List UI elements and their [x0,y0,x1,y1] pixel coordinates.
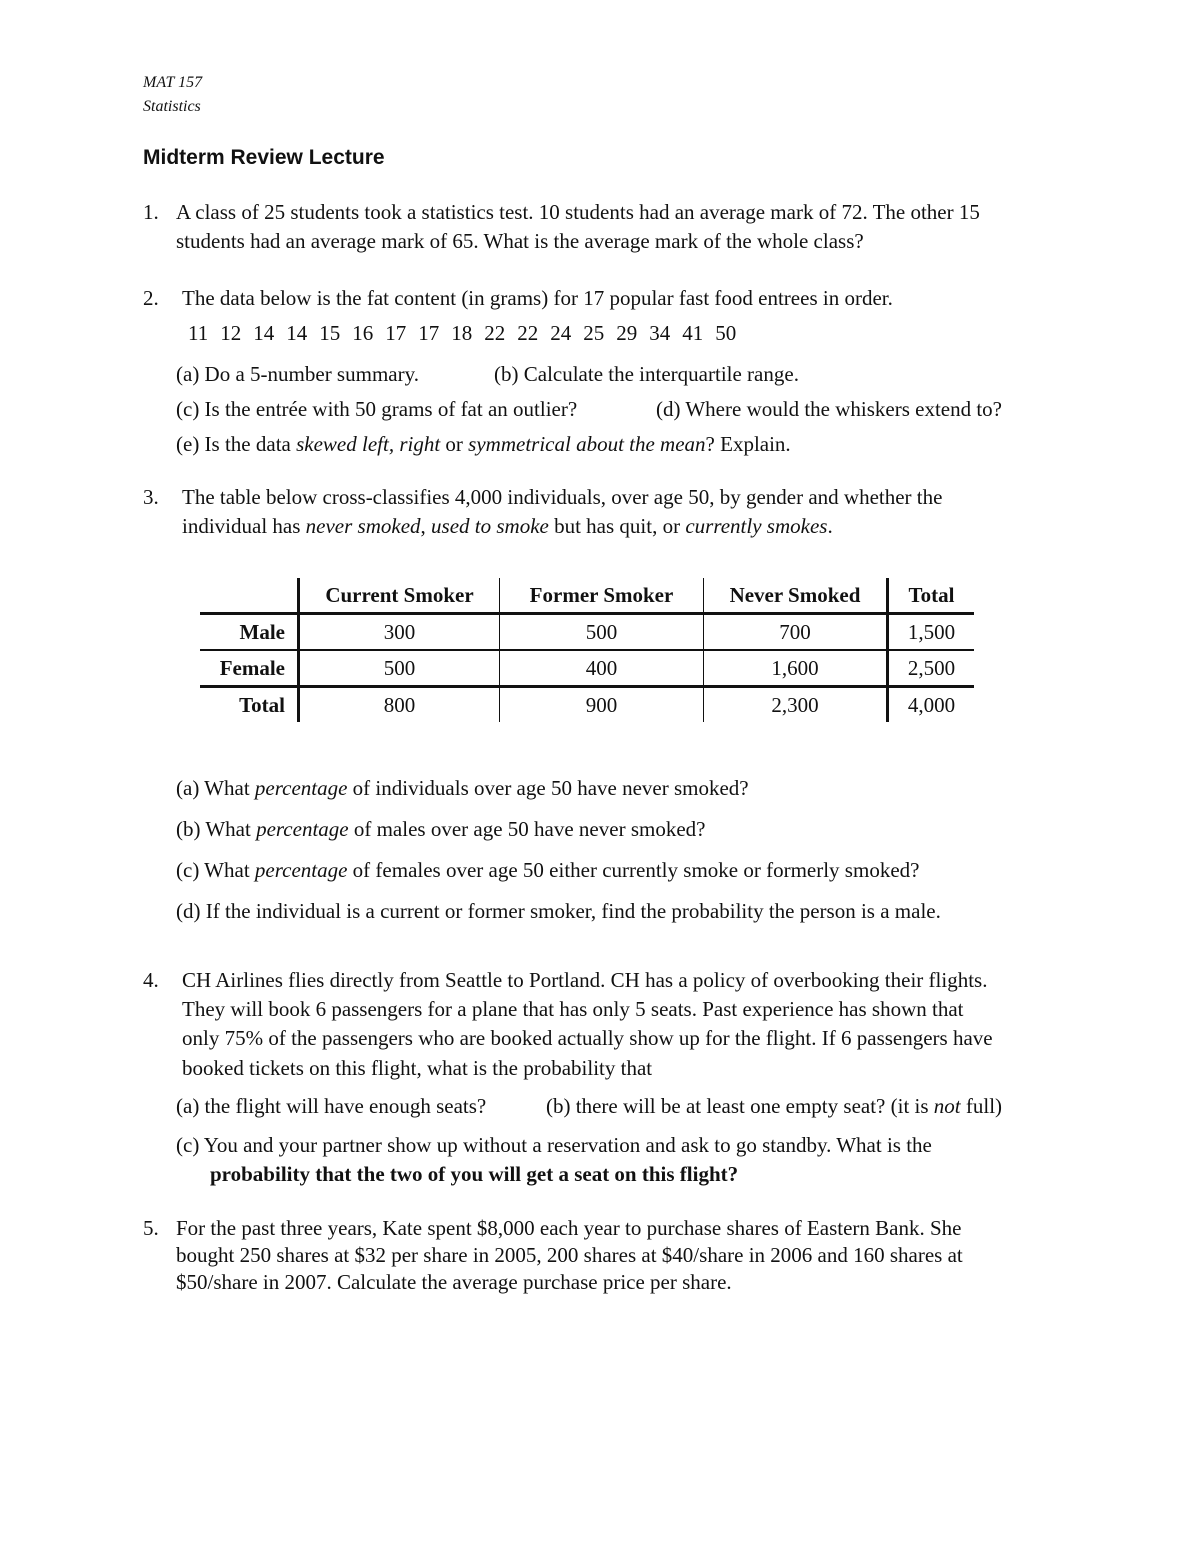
q3-line-2 [182,512,833,541]
data-value: 22 [484,321,506,345]
q4-line-2: They will book 6 passengers for a plane that has only 5 seats. Past experience has shown that [182,997,964,1021]
q4-line-3: only 75% of the passengers who are booked actually show up for the flight. If 6 passengers have [182,1026,993,1050]
table-cell: 300 [299,614,500,651]
q2-number: 2. [143,286,159,310]
text-run: skewed left, right [296,432,441,456]
table-cell: 2,300 [704,687,888,723]
table-row [200,650,974,687]
table-cell: 400 [500,650,704,687]
text-run: full) [960,1094,1003,1118]
q4-part-c-line-2: probability that the two of you will get a seat on this flight? [210,1162,739,1186]
q2-intro: The data below is the fat content (in grams) for 17 popular fast food entrees in order. [182,286,893,310]
q1-line-1: A class of 25 students took a statistics test. 10 students had an average mark of 72. The other 15 [176,200,980,224]
text-run: or [440,432,469,456]
q4-part-a: (a) the flight will have enough seats? [176,1094,487,1118]
q4-part-b [546,1092,1002,1121]
text-run: percentage [256,817,349,841]
smoking-table [200,578,974,722]
q5-line-3: $50/share in 2007. Calculate the average purchase price per share. [176,1270,732,1294]
data-value: 12 [220,321,242,345]
text-run: individual has [182,514,306,538]
q4-number: 4. [143,968,159,992]
text-run: (c) What [176,858,255,882]
text-run: , [420,514,432,538]
text-run: ? Explain. [705,432,791,456]
text-run: of females over age 50 either currently smoke or formerly smoked? [347,858,920,882]
data-value: 22 [517,321,539,345]
data-value: 11 [188,321,209,345]
table-cell: 4,000 [888,687,975,723]
data-value: 17 [385,321,407,345]
q5-line-2: bought 250 shares at $32 per share in 2005, 200 shares at $40/share in 2006 and 160 shares at [176,1243,963,1267]
col-header: Current Smoker [299,578,500,614]
data-value: 17 [418,321,440,345]
q4-line-1: CH Airlines flies directly from Seattle to Portland. CH has a policy of overbooking their flights. [182,968,988,992]
text-run: (a) What [176,776,255,800]
col-header: Never Smoked [704,578,888,614]
q3-line-1: The table below cross-classifies 4,000 individuals, over age 50, by gender and whether the [182,485,943,509]
q1-line-2: students had an average mark of 65. What is the average mark of the whole class? [176,229,864,253]
q3-part-a [176,774,749,803]
text-run: (b) there will be at least one empty seat? (it is [546,1094,934,1118]
text-run: but has quit, or [548,514,686,538]
data-value: 14 [253,321,275,345]
text-run: percentage [254,858,348,882]
data-value: 15 [319,321,341,345]
row-label: Total [200,687,299,723]
q4-part-c-line-1: (c) You and your partner show up without a reservation and ask to go standby. What is the [176,1133,932,1157]
text-run: . [827,514,833,538]
q2-part-d: (d) Where would the whiskers extend to? [656,397,1003,421]
text-run: currently smokes [685,514,828,538]
data-value: 16 [352,321,374,345]
data-value: 29 [616,321,638,345]
text-run: (e) Is the data [176,432,297,456]
data-value: 50 [715,321,737,345]
text-run: never smoked [305,514,421,538]
q4-line-4: booked tickets on this flight, what is the probability that [182,1056,653,1080]
table-cell: 900 [500,687,704,723]
table-cell: 500 [299,650,500,687]
text-run: of individuals over age 50 have never smoked? [347,776,749,800]
table-cell: 2,500 [888,650,975,687]
table-row [200,614,974,651]
text-run: percentage [254,776,348,800]
text-run: used to smoke [431,514,549,538]
data-value: 14 [286,321,308,345]
text-run: symmetrical about the mean [468,432,706,456]
data-value: 24 [550,321,572,345]
course-subject: Statistics [143,98,201,115]
table-header-row [200,578,974,614]
data-value: 18 [451,321,473,345]
q2-part-c: (c) Is the entrée with 50 grams of fat an outlier? [176,397,578,421]
q5-line-1: For the past three years, Kate spent $8,000 each year to purchase shares of Eastern Bank. She [176,1216,962,1240]
q3-part-b [176,815,705,844]
row-label: Female [200,650,299,687]
q2-part-a: (a) Do a 5-number summary. [176,362,419,386]
table-corner [200,578,299,614]
q3-part-d: (d) If the individual is a current or former smoker, find the probability the person is a male. [176,899,941,923]
q2-part-e [176,430,791,459]
col-header: Total [888,578,975,614]
q2-data-list [188,319,748,348]
q2-part-b: (b) Calculate the interquartile range. [494,362,799,386]
text-run: not [933,1094,961,1118]
course-code: MAT 157 [143,74,203,91]
page-title: Midterm Review Lecture [143,146,385,169]
table-cell: 1,500 [888,614,975,651]
row-label: Male [200,614,299,651]
table-cell: 700 [704,614,888,651]
text-run: (b) What [176,817,257,841]
data-value: 25 [583,321,605,345]
text-run: of males over age 50 have never smoked? [348,817,706,841]
q1-number: 1. [143,200,159,224]
table-cell: 500 [500,614,704,651]
table-cell: 1,600 [704,650,888,687]
table-cell: 800 [299,687,500,723]
data-value: 41 [682,321,704,345]
data-value: 34 [649,321,671,345]
q3-part-c [176,856,919,885]
q3-number: 3. [143,485,159,509]
q5-number: 5. [143,1216,159,1240]
col-header: Former Smoker [500,578,704,614]
table-row [200,687,974,723]
